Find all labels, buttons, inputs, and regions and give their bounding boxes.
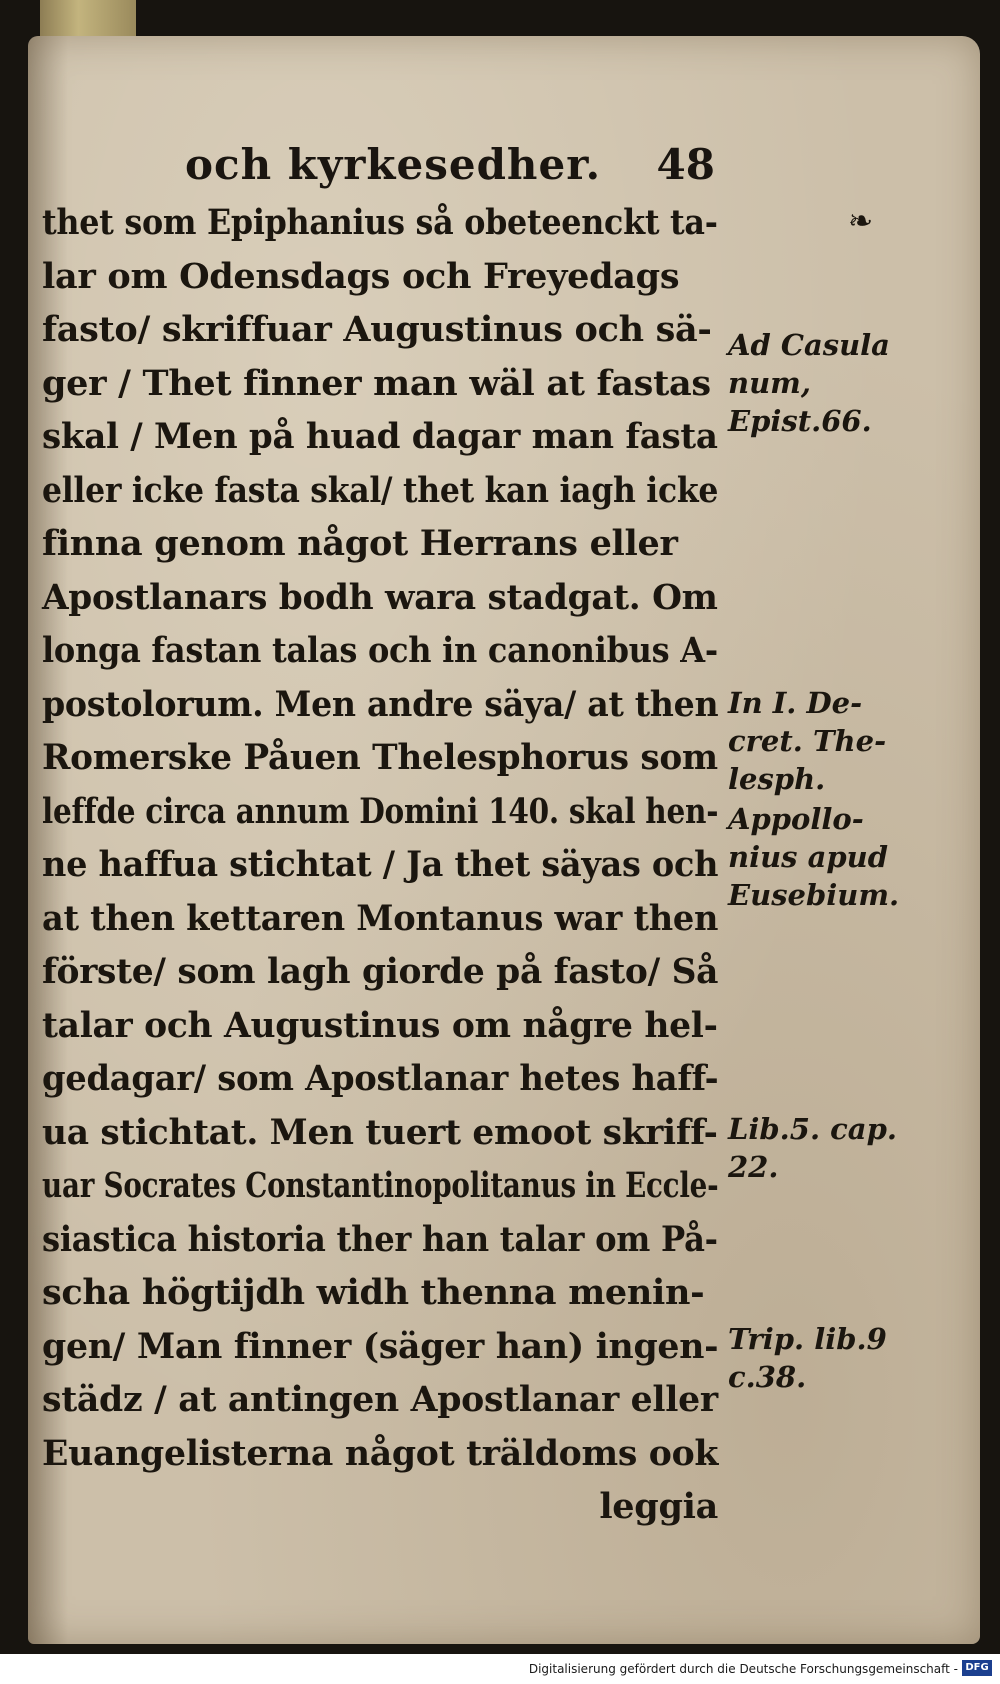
note-line: Epist.66.	[728, 404, 872, 438]
text-line: ger / Thet finner man wäl at fastas	[42, 362, 711, 404]
text-line: förste/ som lagh giorde på fasto/ Så	[42, 951, 719, 992]
note-line: num,	[728, 366, 811, 400]
text-line: longa fastan talas och in canonibus A-	[42, 630, 718, 671]
page-number: 48	[656, 140, 715, 189]
text-line: uar Socrates Constantinopolitanus in Eccle-	[42, 1165, 719, 1206]
text-line: finna genom något Herrans eller	[42, 523, 678, 564]
text-line: ua stichtat. Men tuert emoot skriff-	[42, 1111, 718, 1153]
note-line: nius apud	[728, 840, 889, 874]
fleuron-icon: ❧	[848, 204, 874, 239]
note-line: cret. The-	[728, 724, 887, 758]
text-line: skal / Men på huad dagar man fasta	[42, 416, 718, 457]
marginal-note	[728, 326, 890, 440]
text-line: talar och Augustinus om någre hel-	[42, 1004, 718, 1046]
text-line: Apostlanars bodh wara stadgat. Om	[42, 576, 718, 618]
marginal-note	[728, 1110, 897, 1186]
text-line: thet som Epiphanius så obeteenckt ta-	[42, 202, 718, 243]
note-line: Eusebium.	[728, 878, 900, 912]
note-line: c.38.	[728, 1360, 807, 1394]
text-line: gen/ Man finner (säger han) ingen-	[42, 1325, 719, 1367]
note-line: Appollo-	[728, 802, 864, 836]
marginal-note	[728, 800, 899, 914]
text-line: ne haffua stichtat / Ja thet säyas och	[42, 844, 719, 885]
note-line: lesph.	[728, 762, 826, 796]
main-text-block	[42, 196, 718, 1534]
running-title: och kyrkesedher.	[185, 140, 602, 189]
text-line: postolorum. Men andre säya/ at then	[42, 683, 719, 725]
marginal-note	[728, 1320, 887, 1396]
digitization-credit: Digitalisierung gefördert durch die Deutsche Forschungsgemeinschaft -	[528, 1662, 958, 1676]
text-line: gedagar/ som Apostlanar hetes haff-	[42, 1058, 719, 1099]
text-line: städz / at antingen Apostlanar eller	[42, 1379, 718, 1420]
note-line: Ad Casula	[728, 328, 890, 362]
note-line: Lib.5. cap.	[728, 1112, 897, 1146]
note-line: 22.	[728, 1150, 779, 1184]
note-line: In I. De-	[728, 686, 863, 720]
dfg-logo: DFG	[962, 1660, 992, 1676]
text-line: eller icke fasta skal/ thet kan iagh icke	[42, 469, 719, 511]
page-header	[185, 140, 715, 200]
text-line: scha högtijdh widh thenna menin-	[42, 1272, 705, 1313]
note-line: Trip. lib.9	[728, 1322, 887, 1356]
catchword: leggia	[599, 1486, 718, 1527]
text-line: siastica historia ther han talar om På-	[42, 1218, 718, 1260]
text-line: at then kettaren Montanus war then	[42, 897, 719, 939]
text-line: lar om Odensdags och Freyedags	[42, 255, 680, 297]
text-line: Romerske Påuen Thelesphorus som	[42, 737, 718, 778]
text-line: leffde circa annum Domini 140. skal hen-	[42, 790, 719, 832]
text-line: Euangelisterna något träldoms ook	[42, 1432, 719, 1474]
marginal-note	[728, 684, 886, 798]
text-line: fasto/ skriffuar Augustinus och sä-	[42, 309, 712, 350]
